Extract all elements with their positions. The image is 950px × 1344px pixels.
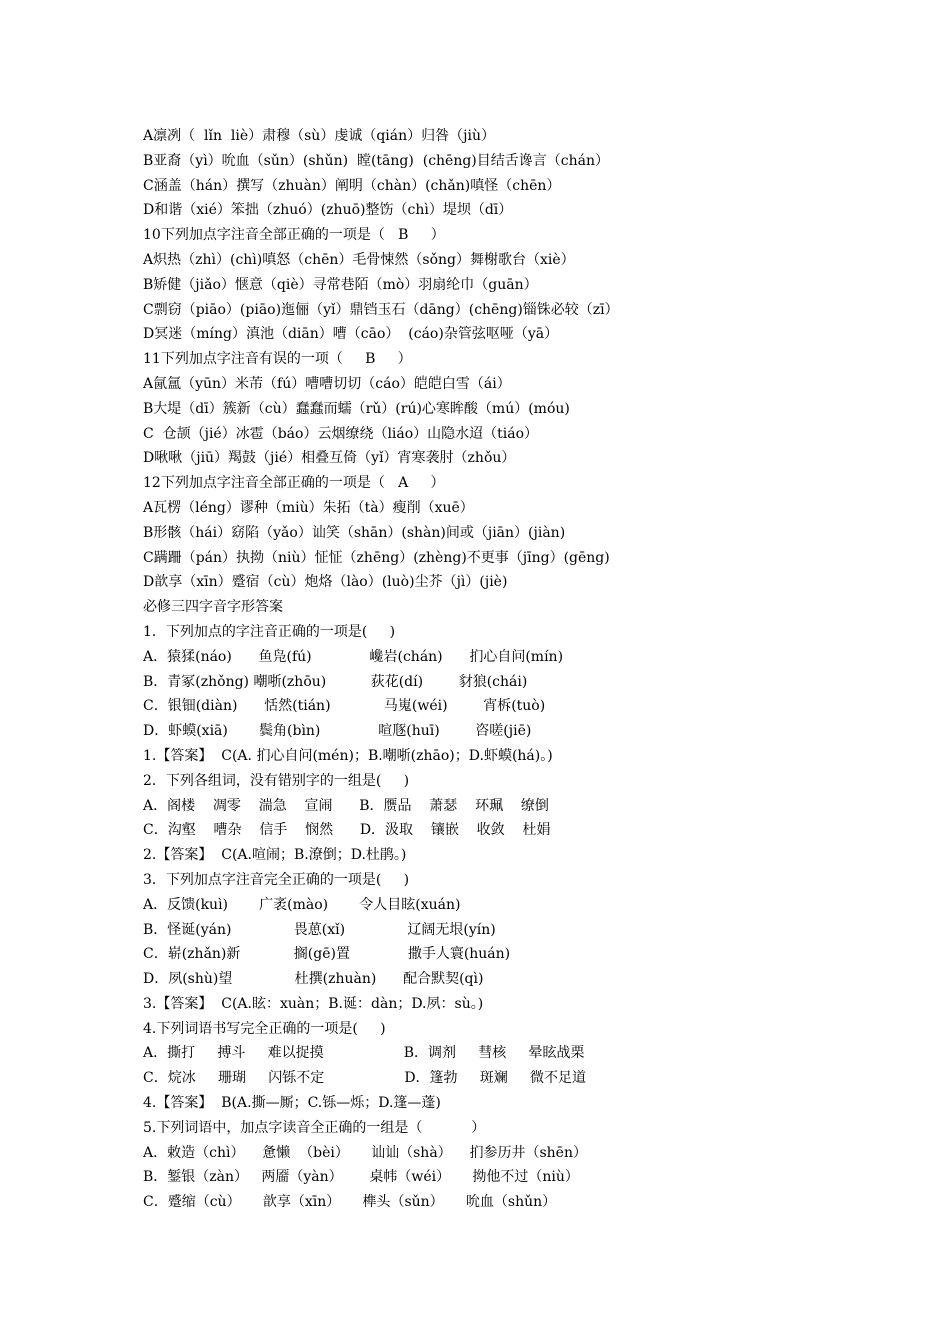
option-line: A．敕造（chì） 惫懒 （bèi） 讪讪（shà） 扪参历井（shēn） [143,1144,587,1161]
option-line: B．青冢(zhǒng) 嘲哳(zhōu) 荻花(dí) 豺狼(chái) [143,673,528,690]
text-line: C涵盖（hán）撰写（zhuàn）阐明（chàn）(chǎn)嗔怪（chēn） [143,177,561,194]
question-line: 2．下列各组词，没有错别字的一组是( ) [143,772,410,789]
text-line: C 仓颉（jié）冰雹（báo）云烟缭绕（liáo）山隐水迢（tiáo） [143,425,539,442]
text-line: D冥迷（míng）滇池（diān）嘈（cāo） (cáo)杂管弦呕哑（yā） [143,326,559,343]
text-line: D和谐（xié）笨拙（zhuó）(zhuō)整饬（chì）堤坝（dī） [143,202,513,219]
option-line: A．阁楼 凋零 湍急 宣闹 B．赝品 萧瑟 环珮 缭倒 [143,797,549,814]
option-line: D．夙(shù)望 杜撰(zhuàn) 配合默契(qì) [143,971,484,988]
option-line: C．蹙缩（cù） 歆享（xīn） 榫头（sǔn） 吮血（shǔn） [143,1194,557,1211]
question-line: 4.下列词语书写完全正确的一项是( ) [143,1020,386,1037]
text-line: D啾啾（jiū）羯鼓（jié）相叠互倚（yǐ）宵寒袭肘（zhǒu） [143,450,516,467]
answer-line: 3.【答案】 C(A.眩：xuàn；B.诞：dàn；D.夙：sù。) [143,995,484,1012]
option-line: C．崭(zhǎn)新 搁(gē)置 撒手人寰(huán) [143,946,511,963]
text-line: C蹒跚（pán）执拗（niù）怔怔（zhēng）(zhèng)不更事（jīng）(gēng) [143,549,610,566]
answer-line: 1.【答案】 C(A. 扪心自问(mén)；B.嘲哳(zhāo)；D.虾蟆(há)。) [143,747,553,764]
question-line: 11下列加点字注音有误的一项（ B ） [143,351,412,368]
text-line: A凛冽（ lǐn liè）肃穆（sù）虔诚（qián）归咎（jiù） [143,128,495,144]
question-line: 1．下列加点的字注音正确的一项是( ) [143,623,396,640]
text-line: B形骸（hái）窈陷（yǎo）讪笑（shān）(shàn)间或（jiān）(jiàn) [143,524,566,541]
option-line: D．虾蟆(xiā) 鬓角(bìn) 喧豗(huī) 咨嗟(jiē) [143,723,532,740]
question-line: 3．下列加点字注音完全正确的一项是( ) [143,871,410,888]
option-line: B．錾银（zàn） 两靥（yàn） 桌帏（wéi） 拗他不过（niù） [143,1169,579,1186]
text-line: A炽热（zhì）(chì)嗔怒（chēn）毛骨悚然（sǒng）舞榭歌台（xiè） [143,251,575,268]
answer-line: 4.【答案】 B(A.撕—厮；C.铄—烁；D.篷—蓬) [143,1095,441,1112]
text-line: A瓦楞（léng）谬种（miù）朱拓（tà）瘦削（xuē） [143,499,474,516]
option-line: C．烷冰 珊瑚 闪铄不定 D．篷勃 斑斓 微不足道 [143,1070,587,1087]
text-line: D歆享（xīn）蹙宿（cù）炮烙（lào）(luò)尘芥（jì）(jiè) [143,574,508,591]
section-heading: 必修三四字音字形答案 [143,599,283,616]
text-line: A氤氲（yūn）米芾（fú）嘈嘈切切（cáo）皑皑白雪（ái） [143,375,511,392]
option-line: C．沟壑 嘈杂 信手 悯然 D．汲取 镶嵌 收敛 杜娟 [143,822,551,839]
option-line: B．怪诞(yán) 畏葸(xǐ) 辽阔无垠(yín) [143,921,496,938]
text-line: C剽窃（piāo）(piāo)迤俪（yǐ）鼎铛玉石（dāng）(chēng)锱铢必较（zī） [143,301,619,318]
option-line: C．银钿(diàn) 恬然(tián) 马嵬(wéi) 宵柝(tuò) [143,698,546,715]
option-line: A．反馈(kuì) 广袤(mào) 令人目眩(xuán) [143,896,461,913]
text-line: B矫健（jiǎo）惬意（qiè）寻常巷陌（mò）羽扇纶巾（guān） [143,276,538,293]
text-line: B大堤（dī）簇新（cù）蠢蠢而蠕（rǔ）(rú)心寒眸酸（mú）(móu) [143,400,570,417]
question-line: 5.下列词语中，加点字读音全正确的一组是（ ） [143,1119,486,1136]
question-line: 12下列加点字注音全部正确的一项是（ A ） [143,475,445,492]
option-line: A．猿猱(náo) 鱼凫(fú) 巉岩(chán) 扪心自问(mín) [143,648,564,665]
question-line: 10下列加点字注音全部正确的一项是（ B ） [143,227,445,244]
option-line: A．撕打 搏斗 难以捉摸 B．调剂 彗核 晕眩战栗 [143,1045,585,1062]
text-line: B亚裔（yì）吮血（sǔn）(shǔn) 瞠(tāng) (chēng)目结舌谗言（chán） [143,152,609,169]
answer-line: 2.【答案】 C(A.喧闹；B.潦倒；D.杜鹃。) [143,847,407,864]
document-page [143,124,823,1215]
